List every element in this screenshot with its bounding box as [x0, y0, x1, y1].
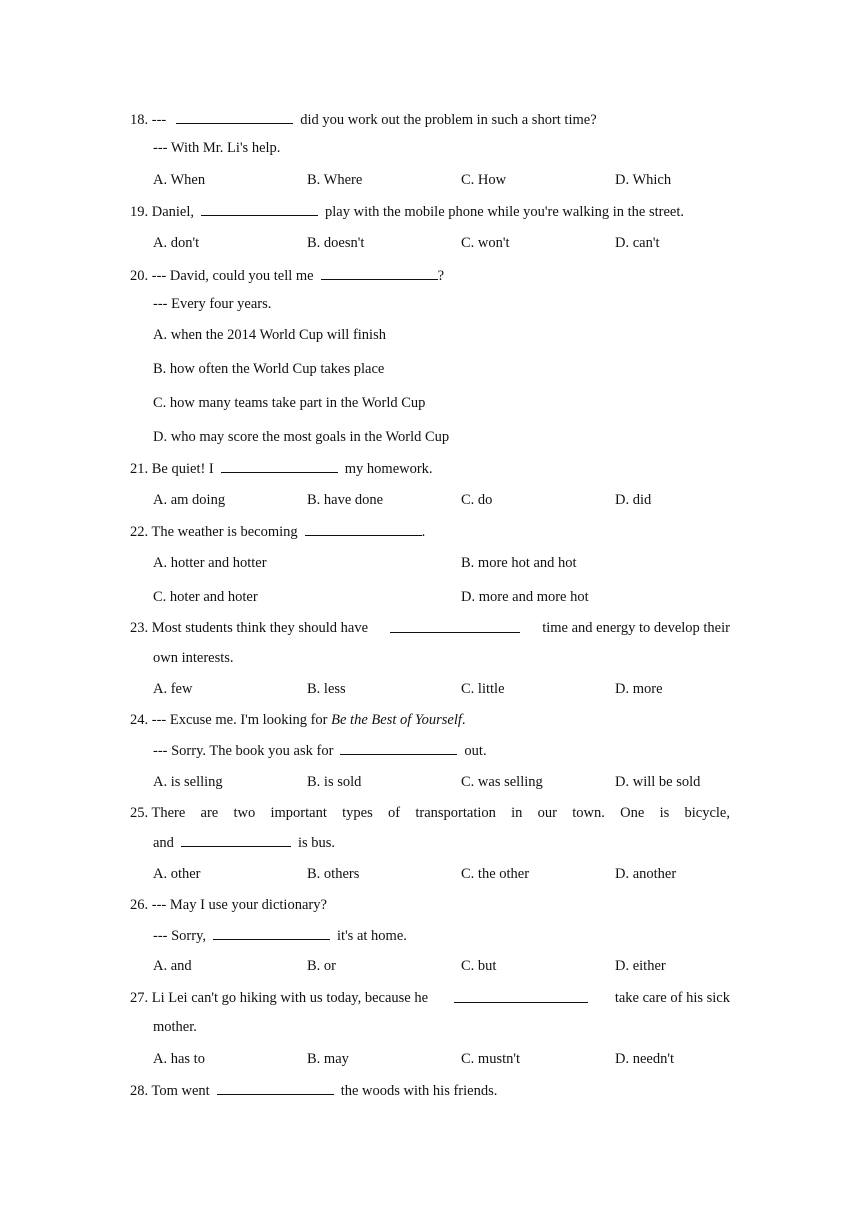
question-21-option-c: C. do — [461, 492, 493, 508]
question-28-number: 28. Tom went — [130, 1083, 210, 1099]
question-19 — [130, 202, 684, 221]
question-22 — [130, 522, 425, 541]
answer-blank — [305, 522, 422, 536]
question-26-reply — [153, 926, 407, 945]
question-22-option-c: C. hoter and hoter — [153, 589, 258, 605]
question-24-reply-post: out. — [464, 743, 487, 759]
question-27-option-d: D. needn't — [615, 1051, 674, 1067]
answer-blank — [340, 741, 457, 755]
q25-word: important — [270, 805, 327, 821]
question-25-option-b: B. others — [307, 866, 360, 882]
question-21-number: 21. Be quiet! I — [130, 461, 214, 477]
question-21-stem: my homework. — [344, 461, 433, 477]
answer-blank — [176, 110, 293, 124]
q25-word: One — [620, 805, 645, 821]
question-25-cont-post: is bus. — [297, 835, 336, 851]
question-23 — [130, 619, 730, 637]
question-24-option-b: B. is sold — [307, 774, 362, 790]
question-19-option-c: C. won't — [461, 235, 510, 251]
question-25 — [130, 804, 730, 822]
q25-word: our — [537, 805, 558, 821]
question-27-option-a: A. has to — [153, 1051, 205, 1067]
answer-blank — [217, 1081, 334, 1095]
question-20-reply: --- Every four years. — [153, 296, 272, 312]
question-28 — [130, 1081, 497, 1100]
question-21 — [130, 459, 433, 478]
question-24-option-a: A. is selling — [153, 774, 223, 790]
question-24-option-d: D. will be sold — [615, 774, 701, 790]
question-28-stem: the woods with his friends. — [340, 1083, 498, 1099]
question-20-option-d: D. who may score the most goals in the World Cup — [153, 429, 450, 445]
question-23-option-c: C. little — [461, 681, 505, 697]
question-20-option-a: A. when the 2014 World Cup will finish — [153, 327, 386, 343]
question-27-number: 27. Li Lei can't go hiking with us today, because he — [130, 990, 429, 1006]
question-23-option-a: A. few — [153, 681, 193, 697]
question-24 — [130, 711, 466, 729]
question-18-option-b: B. Where — [307, 172, 363, 188]
question-20-option-b: B. how often the World Cup takes place — [153, 361, 385, 377]
question-24-reply-pre: --- Sorry. The book you ask for — [153, 743, 334, 759]
question-26: 26. --- May I use your dictionary? — [130, 897, 327, 913]
q25-word: 25. There — [130, 805, 186, 821]
q25-word: types — [342, 805, 373, 821]
question-20-option-c: C. how many teams take part in the World Cup — [153, 395, 426, 411]
answer-blank — [213, 926, 330, 940]
question-23-option-b: B. less — [307, 681, 346, 697]
question-27-stem: take care of his sick — [614, 990, 730, 1006]
question-21-option-a: A. am doing — [153, 492, 226, 508]
question-26-option-a: A. and — [153, 958, 192, 974]
question-19-option-a: A. don't — [153, 235, 200, 251]
question-18-stem: did you work out the problem in such a short time? — [300, 112, 597, 128]
question-22-option-a: A. hotter and hotter — [153, 555, 267, 571]
question-25-continuation — [153, 833, 335, 852]
answer-blank — [390, 619, 520, 633]
question-19-number: 19. Daniel, — [130, 204, 195, 220]
question-18-reply: --- With Mr. Li's help. — [153, 140, 281, 156]
question-19-stem: play with the mobile phone while you're walking in the street. — [325, 204, 685, 220]
question-23-stem: time and energy to develop their — [542, 620, 730, 636]
answer-blank — [221, 459, 338, 473]
question-24-end: . — [461, 712, 466, 728]
question-22-option-d: D. more and more hot — [461, 589, 589, 605]
question-25-option-a: A. other — [153, 866, 201, 882]
answer-blank — [181, 833, 291, 847]
question-20 — [130, 266, 444, 285]
question-18-option-a: A. When — [153, 172, 206, 188]
question-27 — [130, 989, 730, 1007]
question-27-continuation: mother. — [153, 1019, 197, 1035]
q25-word: in — [511, 805, 523, 821]
q25-word: are — [200, 805, 219, 821]
question-20-number: 20. --- David, could you tell me — [130, 268, 314, 284]
question-21-option-b: B. have done — [307, 492, 384, 508]
question-26-option-d: D. either — [615, 958, 666, 974]
question-24-number: 24. --- Excuse me. I'm looking for — [130, 712, 328, 728]
question-26-option-c: C. but — [461, 958, 497, 974]
question-19-option-b: B. doesn't — [307, 235, 365, 251]
question-24-option-c: C. was selling — [461, 774, 543, 790]
question-22-end: . — [421, 524, 426, 540]
question-24-reply — [153, 741, 487, 760]
q25-word: two — [233, 805, 256, 821]
question-25-option-d: D. another — [615, 866, 677, 882]
q25-word: is — [659, 805, 670, 821]
question-19-option-d: D. can't — [615, 235, 660, 251]
book-title: Be the Best of Yourself — [331, 712, 462, 728]
question-21-option-d: D. did — [615, 492, 652, 508]
question-23-continuation: own interests. — [153, 650, 234, 666]
question-27-option-b: B. may — [307, 1051, 349, 1067]
question-20-end: ? — [437, 268, 445, 284]
q25-word: of — [388, 805, 401, 821]
question-18-option-d: D. Which — [615, 172, 672, 188]
answer-blank — [321, 266, 438, 280]
question-23-option-d: D. more — [615, 681, 663, 697]
answer-blank — [454, 989, 588, 1003]
question-18-option-c: C. How — [461, 172, 507, 188]
question-25-option-c: C. the other — [461, 866, 530, 882]
answer-blank — [201, 202, 318, 216]
q25-word: bicycle, — [684, 805, 730, 821]
question-22-option-b: B. more hot and hot — [461, 555, 577, 571]
question-26-reply-pre: --- Sorry, — [153, 928, 207, 944]
question-26-option-b: B. or — [307, 958, 336, 974]
q25-word: town. — [572, 805, 605, 821]
question-26-reply-post: it's at home. — [337, 928, 407, 944]
question-22-number: 22. The weather is becoming — [130, 524, 298, 540]
question-18 — [130, 110, 597, 129]
question-27-option-c: C. mustn't — [461, 1051, 521, 1067]
question-25-cont-pre: and — [153, 835, 174, 851]
question-18-number: 18. --- — [130, 112, 167, 128]
q25-word: transportation — [415, 805, 496, 821]
question-23-number: 23. Most students think they should have — [130, 620, 369, 636]
